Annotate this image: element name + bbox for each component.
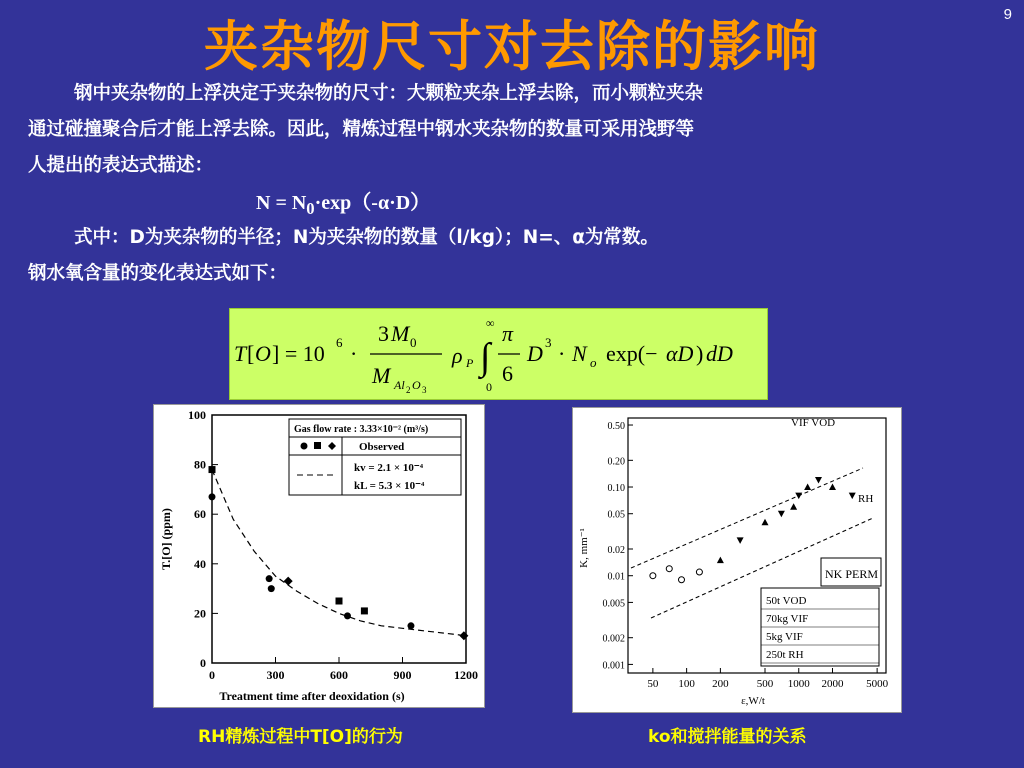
data-point — [778, 511, 785, 518]
svg-text:αD: αD — [666, 341, 694, 366]
data-point — [804, 484, 811, 491]
y-tick-label: 0.05 — [607, 509, 625, 521]
page-number: 9 — [1003, 6, 1012, 23]
rh-oxygen-chart — [153, 404, 485, 708]
slide-title: 夹杂物尺寸对去除的影响 — [204, 15, 820, 78]
svg-text:π: π — [502, 321, 514, 346]
y-tick-label: 60 — [194, 507, 206, 522]
y-tick-label: 40 — [194, 556, 206, 571]
svg-text:exp(−: exp(− — [606, 341, 658, 366]
y-tick-label: 0.02 — [607, 545, 625, 557]
paragraph-line: 式中：D为夹杂物的半径；N为夹杂物的数量（l/kg）；N=、α为常数。 — [74, 227, 659, 248]
data-point — [336, 598, 343, 605]
figure1-caption: RH精炼过程中T[O]的行为 — [198, 727, 403, 747]
data-point — [344, 612, 351, 619]
svg-text:3: 3 — [422, 385, 427, 395]
y-tick-label: 0.20 — [607, 456, 625, 468]
legend-row: 50t VOD — [766, 595, 807, 607]
x-tick-label: 100 — [678, 678, 695, 690]
legend-kl: kL = 5.3 × 10⁻⁴ — [354, 480, 425, 492]
svg-text:∫: ∫ — [480, 336, 491, 378]
legend-observed: Observed — [359, 441, 405, 453]
svg-text:P: P — [466, 356, 474, 370]
label-nk-perm: NK PERM — [825, 567, 879, 581]
svg-text:3: 3 — [545, 335, 552, 350]
data-point — [361, 607, 368, 614]
svg-text:ρ: ρ — [452, 343, 463, 368]
y-tick-label: 20 — [194, 606, 206, 621]
svg-text:O: O — [412, 378, 421, 392]
data-point — [717, 557, 724, 564]
oxygen-formula — [230, 309, 767, 399]
y-tick-label: 0.005 — [602, 598, 625, 610]
data-point — [815, 477, 822, 484]
paragraph-line: 钢水氧含量的变化表达式如下： — [28, 263, 288, 284]
svg-text:Al: Al — [394, 378, 405, 392]
svg-text:N: N — [572, 341, 587, 366]
data-point — [266, 575, 273, 582]
y-tick-label: 0.01 — [607, 571, 625, 583]
data-point — [795, 493, 802, 500]
x-tick-label: 1000 — [787, 678, 810, 690]
ko-stirring-plot — [573, 408, 901, 712]
label-rh: RH — [858, 493, 874, 505]
y-tick-label: 0.50 — [607, 421, 625, 433]
label-vif-vod: VIF VOD — [791, 417, 836, 429]
svg-text:D: D — [527, 341, 543, 366]
data-point — [666, 566, 672, 572]
svg-text:o: o — [590, 355, 597, 370]
x-tick-label: 0 — [209, 668, 215, 682]
y-tick-label: 100 — [188, 408, 206, 422]
data-point — [790, 503, 797, 510]
data-point — [459, 631, 468, 640]
legend-kv: kv = 2.1 × 10⁻⁴ — [354, 462, 424, 474]
x-tick-label: 50 — [647, 678, 659, 690]
svg-text:O: O — [255, 341, 271, 366]
x-tick-label: 500 — [756, 678, 774, 690]
y-axis-label: T.[O] (ppm) — [159, 508, 173, 570]
svg-text:): ) — [696, 341, 704, 366]
paragraph-line: 钢中夹杂物的上浮决定于夹杂物的尺寸：大颗粒夹杂上浮去除，而小颗粒夹杂 — [74, 83, 704, 104]
oxygen-formula-box — [229, 308, 768, 400]
x-tick-label: 1200 — [454, 668, 478, 682]
legend-title: Gas flow rate : 3.33×10⁻² (m³/s) — [294, 424, 429, 435]
data-point — [209, 466, 216, 473]
y-tick-label: 80 — [194, 457, 206, 472]
y-tick-label: 0.001 — [602, 660, 625, 672]
svg-text:M: M — [391, 321, 410, 346]
svg-text:] = 10: ] = 10 — [272, 341, 325, 366]
svg-text:∞: ∞ — [486, 316, 495, 330]
x-tick-label: 600 — [330, 668, 348, 682]
paragraph-line: 人提出的表达式描述： — [28, 155, 214, 176]
svg-text:0: 0 — [410, 335, 417, 350]
data-point — [761, 519, 768, 526]
x-tick-label: 2000 — [821, 678, 844, 690]
data-point — [737, 537, 744, 544]
data-point — [829, 484, 836, 491]
data-point — [407, 622, 414, 629]
y-tick-label: 0.002 — [602, 633, 625, 645]
data-point — [268, 585, 275, 592]
x-axis-label: ε,W/t — [741, 695, 765, 707]
data-point — [678, 577, 684, 583]
legend-row: 5kg VIF — [766, 631, 803, 643]
data-point — [849, 493, 856, 500]
x-axis-label: Treatment time after deoxidation (s) — [219, 689, 405, 703]
figure2-caption: ko和搅拌能量的关系 — [648, 727, 807, 747]
data-point — [209, 493, 216, 500]
x-tick-label: 200 — [712, 678, 729, 690]
legend-row: 70kg VIF — [766, 613, 809, 625]
svg-text:·: · — [350, 341, 358, 366]
data-point — [284, 577, 293, 586]
svg-text:3: 3 — [378, 321, 389, 346]
legend-row: 250t RH — [766, 649, 804, 661]
data-point — [696, 569, 702, 575]
svg-text:0: 0 — [486, 380, 492, 394]
svg-text:dD: dD — [706, 341, 733, 366]
body-text — [28, 76, 988, 292]
svg-text:6: 6 — [336, 335, 343, 350]
y-axis-label: K, mm⁻¹ — [578, 528, 590, 568]
svg-text:2: 2 — [406, 385, 411, 395]
svg-text:[: [ — [247, 341, 255, 366]
distribution-equation: $N = N_0\cdot\exp(-\alpha\cdot D)$ — [256, 192, 431, 218]
svg-text:M: M — [372, 363, 391, 388]
svg-text:6: 6 — [502, 361, 513, 386]
svg-text:T: T — [234, 341, 247, 366]
ko-stirring-chart — [572, 407, 902, 713]
svg-text:·: · — [558, 341, 566, 366]
x-tick-label: 5000 — [866, 678, 889, 690]
y-tick-label: 0 — [200, 656, 206, 670]
y-tick-label: 0.10 — [607, 483, 625, 495]
rh-oxygen-plot — [154, 405, 484, 707]
x-tick-label: 900 — [393, 668, 412, 682]
data-point — [650, 573, 656, 579]
x-tick-label: 300 — [266, 668, 285, 682]
paragraph-line: 通过碰撞聚合后才能上浮去除。因此，精炼过程中钢水夹杂物的数量可采用浅野等 — [28, 119, 695, 140]
